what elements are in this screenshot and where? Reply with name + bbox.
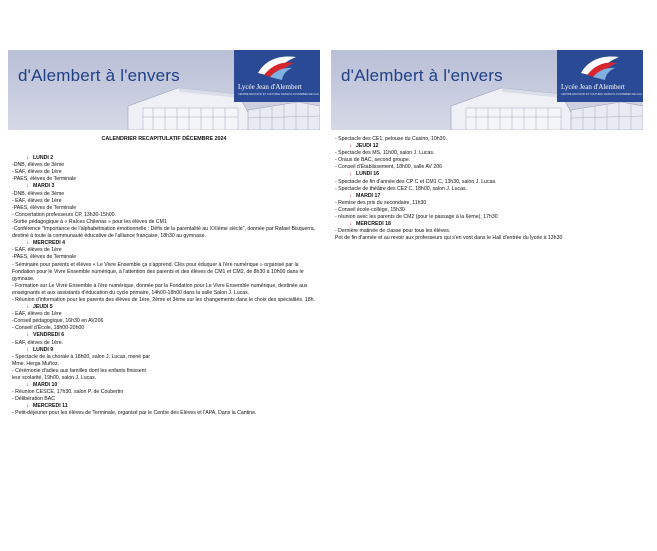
banner-title: d'Alembert à l'envers — [18, 66, 180, 85]
day-heading: ↓ VENDREDI 6 — [12, 332, 316, 339]
calendar-entry: - Petit-déjeuner pour les élèves de Terminale, organisé par le Centre des Élèves et l'APA, Dans la Cantine. — [12, 410, 257, 417]
calendar-entry: -PAES, élèves de Terminale — [12, 254, 77, 261]
day-heading: ↓ MERCREDI 4 — [12, 240, 316, 247]
document-page-right — [331, 50, 643, 242]
logo-subtitle: CENTRE EDUCATIF ET CULTUREL FRANCO-COLOMBIEN DE CALI — [561, 93, 643, 96]
calendar-entry: - Spectacle de théâtre des CE2 C, 18h00, salon J. Lucas. — [335, 185, 468, 192]
calendar-entry: Pot de fin d'année et au revoir aux professeurs qui s'en vont dans le Hall d'entrée du lycée à 13h30 — [335, 235, 563, 242]
banner-title: d'Alembert à l'envers — [341, 66, 503, 85]
logo-school-name: Lycée Jean d'Alembert — [561, 83, 625, 91]
calendar-entry: - Séminaire pour parents et élèves « Le Vivre Ensemble ça s'apprend. Clés pour éduquer à l'ère numérique » organisé par la Fondation pour le Vivre Ensemble numérique, à l'attention des parents et des élèves de CM1 et CM2, de 8h30 à 10h00 dans le gymnase. — [12, 261, 304, 282]
day-heading: ↓ MARDI 17 — [335, 193, 639, 200]
calendar-entry: - Conseil d'Établissement, 18h00, salle AV 206 — [335, 164, 443, 171]
logo-subtitle: CENTRE EDUCATIF ET CULTUREL FRANCO-COLOMBIEN DE CALI — [238, 93, 320, 96]
school-logo — [557, 50, 643, 102]
calendar-entry: -DNB, élèves de 3ème — [12, 162, 65, 169]
calendar-entry: leur scolarité, 19h00, salon J. Lucas. — [12, 375, 97, 381]
calendar-entry: - Formation sur Le Vivre Ensemble à l'ère numérique, donnée par la Fondation pour Le Vivre Ensemble numérique, destinée aux enseignants et aux assistants d'éducation du cycle primaire, 14h00-18h00 dans la salle Salon J. Lucas. — [12, 282, 308, 296]
header-banner — [331, 50, 643, 130]
calendar-entry: - Dernière matinée de classe pour tous les élèves. — [335, 228, 451, 235]
day-heading: ↓ JEUDI 5 — [12, 304, 316, 311]
day-heading: ↓ JEUDI 12 — [335, 143, 639, 150]
calendar-list-right — [335, 136, 639, 242]
calendar-entry: - Réunion d'information pour les parents des élèves de 1ère, 2ème et 3ème sur les changements dans le choix des spécialités. 18h. — [12, 296, 315, 303]
calendar-entry: -Conseil pédagogique, 16h30 en AV206 — [12, 318, 104, 325]
calendar-entry: - EAF, élèves de 1ère — [12, 197, 62, 204]
day-heading: ↓ MARDI 3 — [12, 183, 316, 190]
calendar-entry: -DNB, élèves de 3ème — [12, 190, 65, 197]
flag-swoosh-icon — [256, 53, 298, 81]
calendar-entry: -Sortie pédagogique à « Raíces Chilenas » pour les élèves de CM1 — [12, 218, 167, 225]
header-banner — [8, 50, 320, 130]
calendar-content-left — [8, 136, 320, 418]
calendar-entry: - Conseil école-collège, 15h30 — [335, 206, 405, 213]
calendar-entry: - EAF, élèves de 1ère — [12, 169, 62, 176]
day-heading: ↓ LUNDI 2 — [12, 155, 316, 162]
day-heading: ↓ LUNDI 16 — [335, 171, 639, 178]
logo-school-name: Lycée Jean d'Alembert — [238, 83, 302, 91]
calendar-entry: - Réunion CESCE, 17h30, salon P. de Coubertin — [12, 389, 124, 396]
calendar-entry: - EAF, élèves de 1ère — [12, 247, 62, 254]
flag-swoosh-icon — [579, 53, 621, 81]
day-heading: ↓ LUNDI 9 — [12, 347, 316, 354]
calendar-content-right — [331, 130, 643, 242]
day-heading: ↓ MERCREDI 18 — [335, 221, 639, 228]
calendar-entry: -PAES, élèves de Terminale — [12, 176, 77, 183]
calendar-entry: - Spectacle des CE1, pelouse du Casino, 10h30. — [335, 136, 447, 142]
calendar-list-left — [12, 155, 316, 417]
calendar-entry: - EAF, élèves de 1ère. — [12, 339, 64, 346]
calendar-entry: - Conseil d'École, 18h00-20h00 — [12, 325, 85, 332]
calendar-entry: -Conférence "Importance de l'alphabétisation émotionnelle : Défis de la parentalité au XXIème siècle", donnée par Rafael Bisquerra, destiné à toute la communauté éducative de l'alliance française, 18h30 au gymnase. — [12, 226, 316, 240]
calendar-entry: - Spectacle de fin d'année des CP C et CM1 C, 13h30, salon J. Lucas. — [335, 178, 497, 185]
calendar-entry: - Remise des prix du secondaire, 11h30 — [335, 199, 427, 206]
school-logo — [234, 50, 320, 102]
day-heading: ↓ MARDI 10 — [12, 382, 316, 389]
calendar-entry: - réunion avec les parents de CM2 (pour le passage à la 6ème), 17h30 — [335, 214, 498, 221]
calendar-entry: - Spectacle de la chorale à 18h00, salon J. Lucas, mené par — [12, 353, 151, 360]
document-page-left — [8, 50, 320, 418]
calendar-entry: - Cérémonie d'adieu aux familles dont les enfants finissent — [12, 367, 146, 374]
day-heading: ↓ MERCREDI 11 — [12, 403, 316, 410]
calendar-entry: - Oraux de BAC, second groupe. — [335, 157, 411, 164]
calendar-entry: - Spectacle des MS, 11h00, salon J. Lucas. — [335, 150, 435, 157]
calendar-entry: Mme. Herga Muñoz. — [12, 360, 59, 367]
calendar-entry: - Concertation professeurs CP, 13h30-15h00. — [12, 211, 117, 218]
calendar-entry: - Délibération BAC — [12, 396, 55, 403]
document-title: CALENDRIER RECAPITULATIF DÉCEMBRE 2024 — [101, 136, 227, 142]
calendar-entry: - EAF, élèves de 1ère — [12, 311, 62, 318]
calendar-entry: -PAES, élèves de Terminale — [12, 204, 77, 211]
